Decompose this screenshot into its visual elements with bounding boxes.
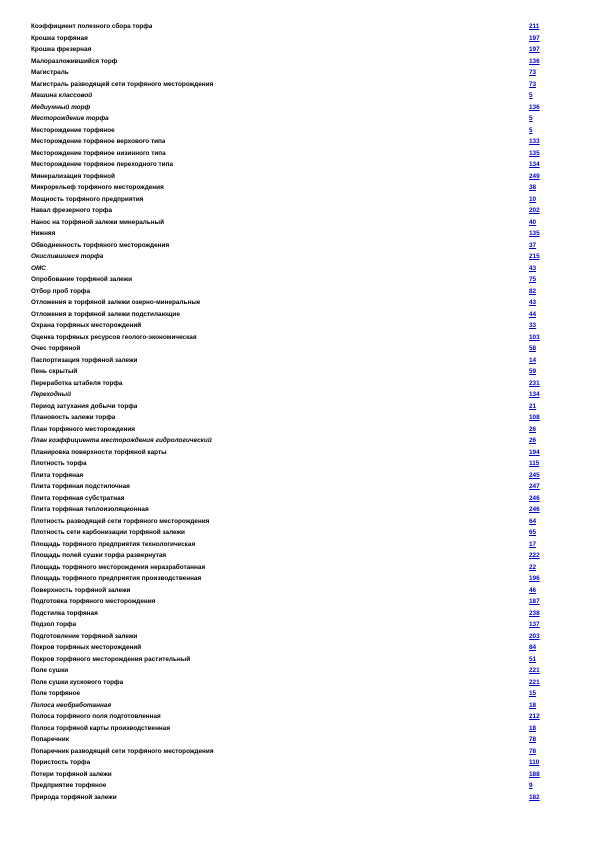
- page-number-link[interactable]: 65: [529, 529, 537, 536]
- index-entry: [31, 447, 551, 459]
- index-entry: [31, 401, 551, 413]
- page-number-link[interactable]: 197: [529, 34, 540, 42]
- index-term: Месторождение торфяное переходного типа: [31, 161, 174, 168]
- index-entry: [31, 734, 551, 746]
- index-term: Поле сушки кускового торфа: [31, 678, 124, 686]
- index-entry: [31, 286, 551, 298]
- page-number-link[interactable]: 75: [529, 276, 537, 283]
- index-term: Подготовка торфяного месторождения: [31, 598, 156, 605]
- index-term: Природа торфяной залежи: [31, 793, 117, 801]
- index-term: Планировка поверхности торфяной карты: [31, 448, 167, 456]
- index-term: Переходный: [31, 391, 71, 398]
- page-number-link[interactable]: 26: [529, 437, 537, 444]
- index-entry: [31, 355, 551, 367]
- page-number-link[interactable]: 134: [529, 391, 540, 398]
- index-term: Полоса торфяного поля подготовленная: [31, 713, 161, 720]
- index-entry: [31, 263, 551, 275]
- index-entry: [31, 79, 551, 91]
- index-term: Поверхность торфяной залежи: [31, 586, 131, 594]
- page-number-link[interactable]: 15: [529, 690, 537, 697]
- index-entry: [31, 217, 551, 229]
- index-term: Микрорельеф торфяного месторождения: [31, 184, 164, 191]
- page-number-link[interactable]: 246: [529, 494, 540, 502]
- index-entry: [31, 159, 551, 171]
- index-term: Полоса необработанная: [31, 701, 112, 709]
- index-term: Площадь торфяного предприятия технологическая: [31, 540, 196, 548]
- index-entry: [31, 67, 551, 79]
- index-entry: [31, 21, 551, 33]
- page-number-link[interactable]: 37: [529, 241, 537, 249]
- index-entry: [31, 56, 551, 68]
- index-term: Нанос на торфяной залежи минеральный: [31, 218, 165, 226]
- index-term: Плотность торфа: [31, 460, 87, 467]
- index-term: Плановость залежи торфа: [31, 414, 116, 421]
- page-number-link[interactable]: 187: [529, 598, 540, 605]
- page-number-link[interactable]: 73: [529, 80, 537, 88]
- index-entry: [31, 240, 551, 252]
- index-term: Мощность торфяного предприятия: [31, 195, 144, 203]
- index-entry: [31, 182, 551, 194]
- index-term: Коэффициент полезного сбора торфа: [31, 23, 153, 30]
- page-number-link[interactable]: 5: [529, 126, 533, 134]
- index-term: Потери торфяной залежи: [31, 770, 112, 778]
- index-entry: [31, 458, 551, 470]
- page-number-link[interactable]: 5: [529, 115, 533, 122]
- index-entry: [31, 757, 551, 769]
- page-number-link[interactable]: 212: [529, 713, 540, 720]
- index-entry: [31, 573, 551, 585]
- page-number-link[interactable]: 14: [529, 356, 537, 364]
- index-term: Месторождение торфяное верхового типа: [31, 138, 166, 145]
- index-term: Площадь полей сушки торфа развернутая: [31, 552, 167, 559]
- index-term: Период затухания добычи торфа: [31, 402, 138, 410]
- index-entry: [31, 550, 551, 562]
- index-entry: [31, 320, 551, 332]
- page-number-link[interactable]: 238: [529, 609, 540, 617]
- index-term: Плита торфяная теплоизоляционная: [31, 506, 149, 513]
- index-entry: [31, 665, 551, 677]
- index-entry: [31, 654, 551, 666]
- page-number-link[interactable]: 135: [529, 230, 540, 237]
- page-number-link[interactable]: 9: [529, 782, 533, 789]
- index-entry: [31, 539, 551, 551]
- page-number-link[interactable]: 103: [529, 333, 540, 341]
- index-term: План коэффициента месторождения гидрологический: [31, 437, 212, 444]
- page-number-link[interactable]: 58: [529, 345, 537, 352]
- page-number-link[interactable]: 197: [529, 46, 540, 53]
- index-entry: [31, 125, 551, 137]
- index-entry: [31, 723, 551, 735]
- index-entry: [31, 33, 551, 45]
- page-number-link[interactable]: 5: [529, 92, 533, 99]
- page-number-link[interactable]: 135: [529, 149, 540, 157]
- page-number-link[interactable]: 33: [529, 322, 537, 329]
- page-number-link[interactable]: 59: [529, 368, 537, 375]
- page-number-link[interactable]: 43: [529, 299, 537, 306]
- index-entry: [31, 309, 551, 321]
- page-number-link[interactable]: 247: [529, 483, 540, 490]
- index-entry: [31, 205, 551, 217]
- page-number-link[interactable]: 188: [529, 770, 540, 778]
- index-term: Пористость торфа: [31, 759, 91, 766]
- page-number-link[interactable]: 64: [529, 517, 537, 525]
- index-entry: [31, 435, 551, 447]
- index-term: Подстилка торфяная: [31, 609, 98, 617]
- index-term: Поле торфяное: [31, 690, 81, 697]
- page-number-link[interactable]: 17: [529, 540, 537, 548]
- page-number-link[interactable]: 194: [529, 448, 540, 456]
- index-term: Площадь торфяного предприятия производственная: [31, 575, 202, 582]
- index-entry: [31, 389, 551, 401]
- index-entry: [31, 171, 551, 183]
- page-number-link[interactable]: 202: [529, 207, 540, 214]
- index-term: Опробование торфяной залежи: [31, 276, 133, 283]
- index-term: Переработка штабеля торфа: [31, 379, 123, 387]
- index-entry: [31, 113, 551, 125]
- page-number-link[interactable]: 110: [529, 759, 540, 766]
- index-term: Плита торфяная субстратная: [31, 494, 125, 502]
- index-term: Плита торфяная подстилочная: [31, 483, 130, 490]
- page-number-link[interactable]: 203: [529, 632, 540, 640]
- page-number-link[interactable]: 84: [529, 644, 537, 651]
- index-term: Плотность разводящей сети торфяного месторождения: [31, 517, 210, 525]
- index-entry: [31, 688, 551, 700]
- index-entry: [31, 148, 551, 160]
- page-number-link[interactable]: 82: [529, 287, 537, 295]
- index-entry: [31, 585, 551, 597]
- page-number-link[interactable]: 26: [529, 425, 537, 433]
- index-entry: [31, 769, 551, 781]
- page-number-link[interactable]: 182: [529, 793, 540, 801]
- index-entry: [31, 481, 551, 493]
- page-number-link[interactable]: 73: [529, 69, 537, 76]
- index-term: Месторождение торфяное: [31, 126, 115, 134]
- index-term: Подзол торфа: [31, 621, 77, 628]
- index-entry: [31, 470, 551, 482]
- index-term: Паспортизация торфяной залежи: [31, 356, 138, 364]
- index-term: Крошка торфяная: [31, 34, 88, 42]
- page-number-link[interactable]: 44: [529, 310, 537, 318]
- page-number-link[interactable]: 196: [529, 575, 540, 582]
- page-number-link[interactable]: 133: [529, 138, 540, 145]
- index-term: Поле сушки: [31, 667, 69, 674]
- page-number-link[interactable]: 46: [529, 586, 537, 594]
- index-list: [31, 21, 551, 803]
- index-entry: [31, 562, 551, 574]
- index-entry: [31, 504, 551, 516]
- index-term: Минерализация торфяной: [31, 172, 115, 180]
- page-number-link[interactable]: 18: [529, 724, 537, 732]
- index-entry: [31, 746, 551, 758]
- index-term: Окислившиеся торфа: [31, 253, 104, 260]
- page-number-link[interactable]: 222: [529, 552, 540, 559]
- page-number-link[interactable]: 38: [529, 184, 537, 191]
- index-term: Покров торфяных месторождений: [31, 644, 142, 651]
- index-term: Магистраль: [31, 69, 69, 76]
- page-number-link[interactable]: 136: [529, 57, 540, 65]
- index-entry: [31, 194, 551, 206]
- index-term: Оценка торфяных ресурсов геолого-экономическая: [31, 333, 197, 341]
- page-number-link[interactable]: 249: [529, 172, 540, 180]
- index-term: Попаречник: [31, 736, 69, 743]
- index-entry: [31, 251, 551, 263]
- index-entry: [31, 619, 551, 631]
- index-term: Попаречник разводящей сети торфяного месторождения: [31, 747, 214, 755]
- page-number-link[interactable]: 137: [529, 621, 540, 628]
- index-term: Предприятие торфяное: [31, 782, 107, 789]
- index-term: Месторождение торфа: [31, 115, 109, 122]
- index-term: Покров торфяного месторождения растительный: [31, 655, 191, 663]
- page-number-link[interactable]: 10: [529, 195, 537, 203]
- page-number-link[interactable]: 115: [529, 460, 540, 467]
- index-entry: [31, 493, 551, 505]
- index-entry: [31, 516, 551, 528]
- index-entry: [31, 332, 551, 344]
- index-term: Очес торфяной: [31, 345, 81, 352]
- index-term: Нижняя: [31, 230, 56, 237]
- index-term: Малоразложившийся торф: [31, 57, 118, 65]
- index-entry: [31, 274, 551, 286]
- index-entry: [31, 780, 551, 792]
- index-entry: [31, 228, 551, 240]
- index-entry: [31, 44, 551, 56]
- index-entry: [31, 366, 551, 378]
- index-entry: [31, 792, 551, 804]
- index-term: Машина классовой: [31, 92, 93, 99]
- index-entry: [31, 136, 551, 148]
- page-number-link[interactable]: 221: [529, 678, 540, 686]
- index-entry: [31, 90, 551, 102]
- index-term: Месторождение торфяное низинного типа: [31, 149, 166, 157]
- index-term: Площадь торфяного месторождения неразработанная: [31, 563, 206, 571]
- index-term: Пень скрытый: [31, 368, 78, 375]
- page-number-link[interactable]: 40: [529, 218, 537, 226]
- index-entry: [31, 596, 551, 608]
- index-entry: [31, 700, 551, 712]
- index-term: Магистраль разводящей сети торфяного месторождения: [31, 80, 214, 88]
- index-term: Полоса торфяной карты производственная: [31, 724, 171, 732]
- index-entry: [31, 642, 551, 654]
- page-number-link[interactable]: 108: [529, 414, 540, 421]
- index-entry: [31, 424, 551, 436]
- index-term: Обводненность торфяного месторождения: [31, 241, 170, 249]
- index-term: Подготовление торфяной залежи: [31, 632, 138, 640]
- index-entry: [31, 378, 551, 390]
- page-number-link[interactable]: 136: [529, 103, 540, 111]
- page-number-link[interactable]: 43: [529, 264, 537, 272]
- index-term: ОМС: [31, 264, 46, 272]
- page-number-link[interactable]: 51: [529, 655, 537, 663]
- index-entry: [31, 102, 551, 114]
- index-term: Отбор проб торфа: [31, 287, 91, 295]
- page-number-link[interactable]: 18: [529, 701, 537, 709]
- page-number-link[interactable]: 78: [529, 736, 537, 743]
- page-number-link[interactable]: 231: [529, 379, 540, 387]
- index-term: Отложения в торфяной залежи подстилающие: [31, 310, 180, 318]
- index-entry: [31, 412, 551, 424]
- index-term: Медиумный торф: [31, 103, 91, 111]
- index-term: План торфяного месторождения: [31, 425, 136, 433]
- page-number-link[interactable]: 215: [529, 253, 540, 260]
- page-number-link[interactable]: 211: [529, 23, 540, 30]
- index-entry: [31, 711, 551, 723]
- page-number-link[interactable]: 134: [529, 161, 540, 168]
- index-term: Навал фрезерного торфа: [31, 207, 113, 214]
- index-term: Охрана торфяных месторождений: [31, 322, 142, 329]
- index-term: Плотность сети карбонизации торфяной залежи: [31, 529, 185, 536]
- page-number-link[interactable]: 245: [529, 471, 540, 479]
- index-term: Отложения в торфяной залежи озерно-минеральные: [31, 299, 201, 306]
- page-number-link[interactable]: 78: [529, 747, 537, 755]
- page-number-link[interactable]: 22: [529, 563, 537, 571]
- index-entry: [31, 677, 551, 689]
- index-term: Крошка фрезерная: [31, 46, 92, 53]
- index-entry: [31, 527, 551, 539]
- page-number-link[interactable]: 246: [529, 506, 540, 513]
- page-number-link[interactable]: 21: [529, 402, 537, 410]
- index-entry: [31, 608, 551, 620]
- index-entry: [31, 343, 551, 355]
- index-entry: [31, 631, 551, 643]
- index-entry: [31, 297, 551, 309]
- page-number-link[interactable]: 221: [529, 667, 540, 674]
- index-term: Плита торфяная: [31, 471, 84, 479]
